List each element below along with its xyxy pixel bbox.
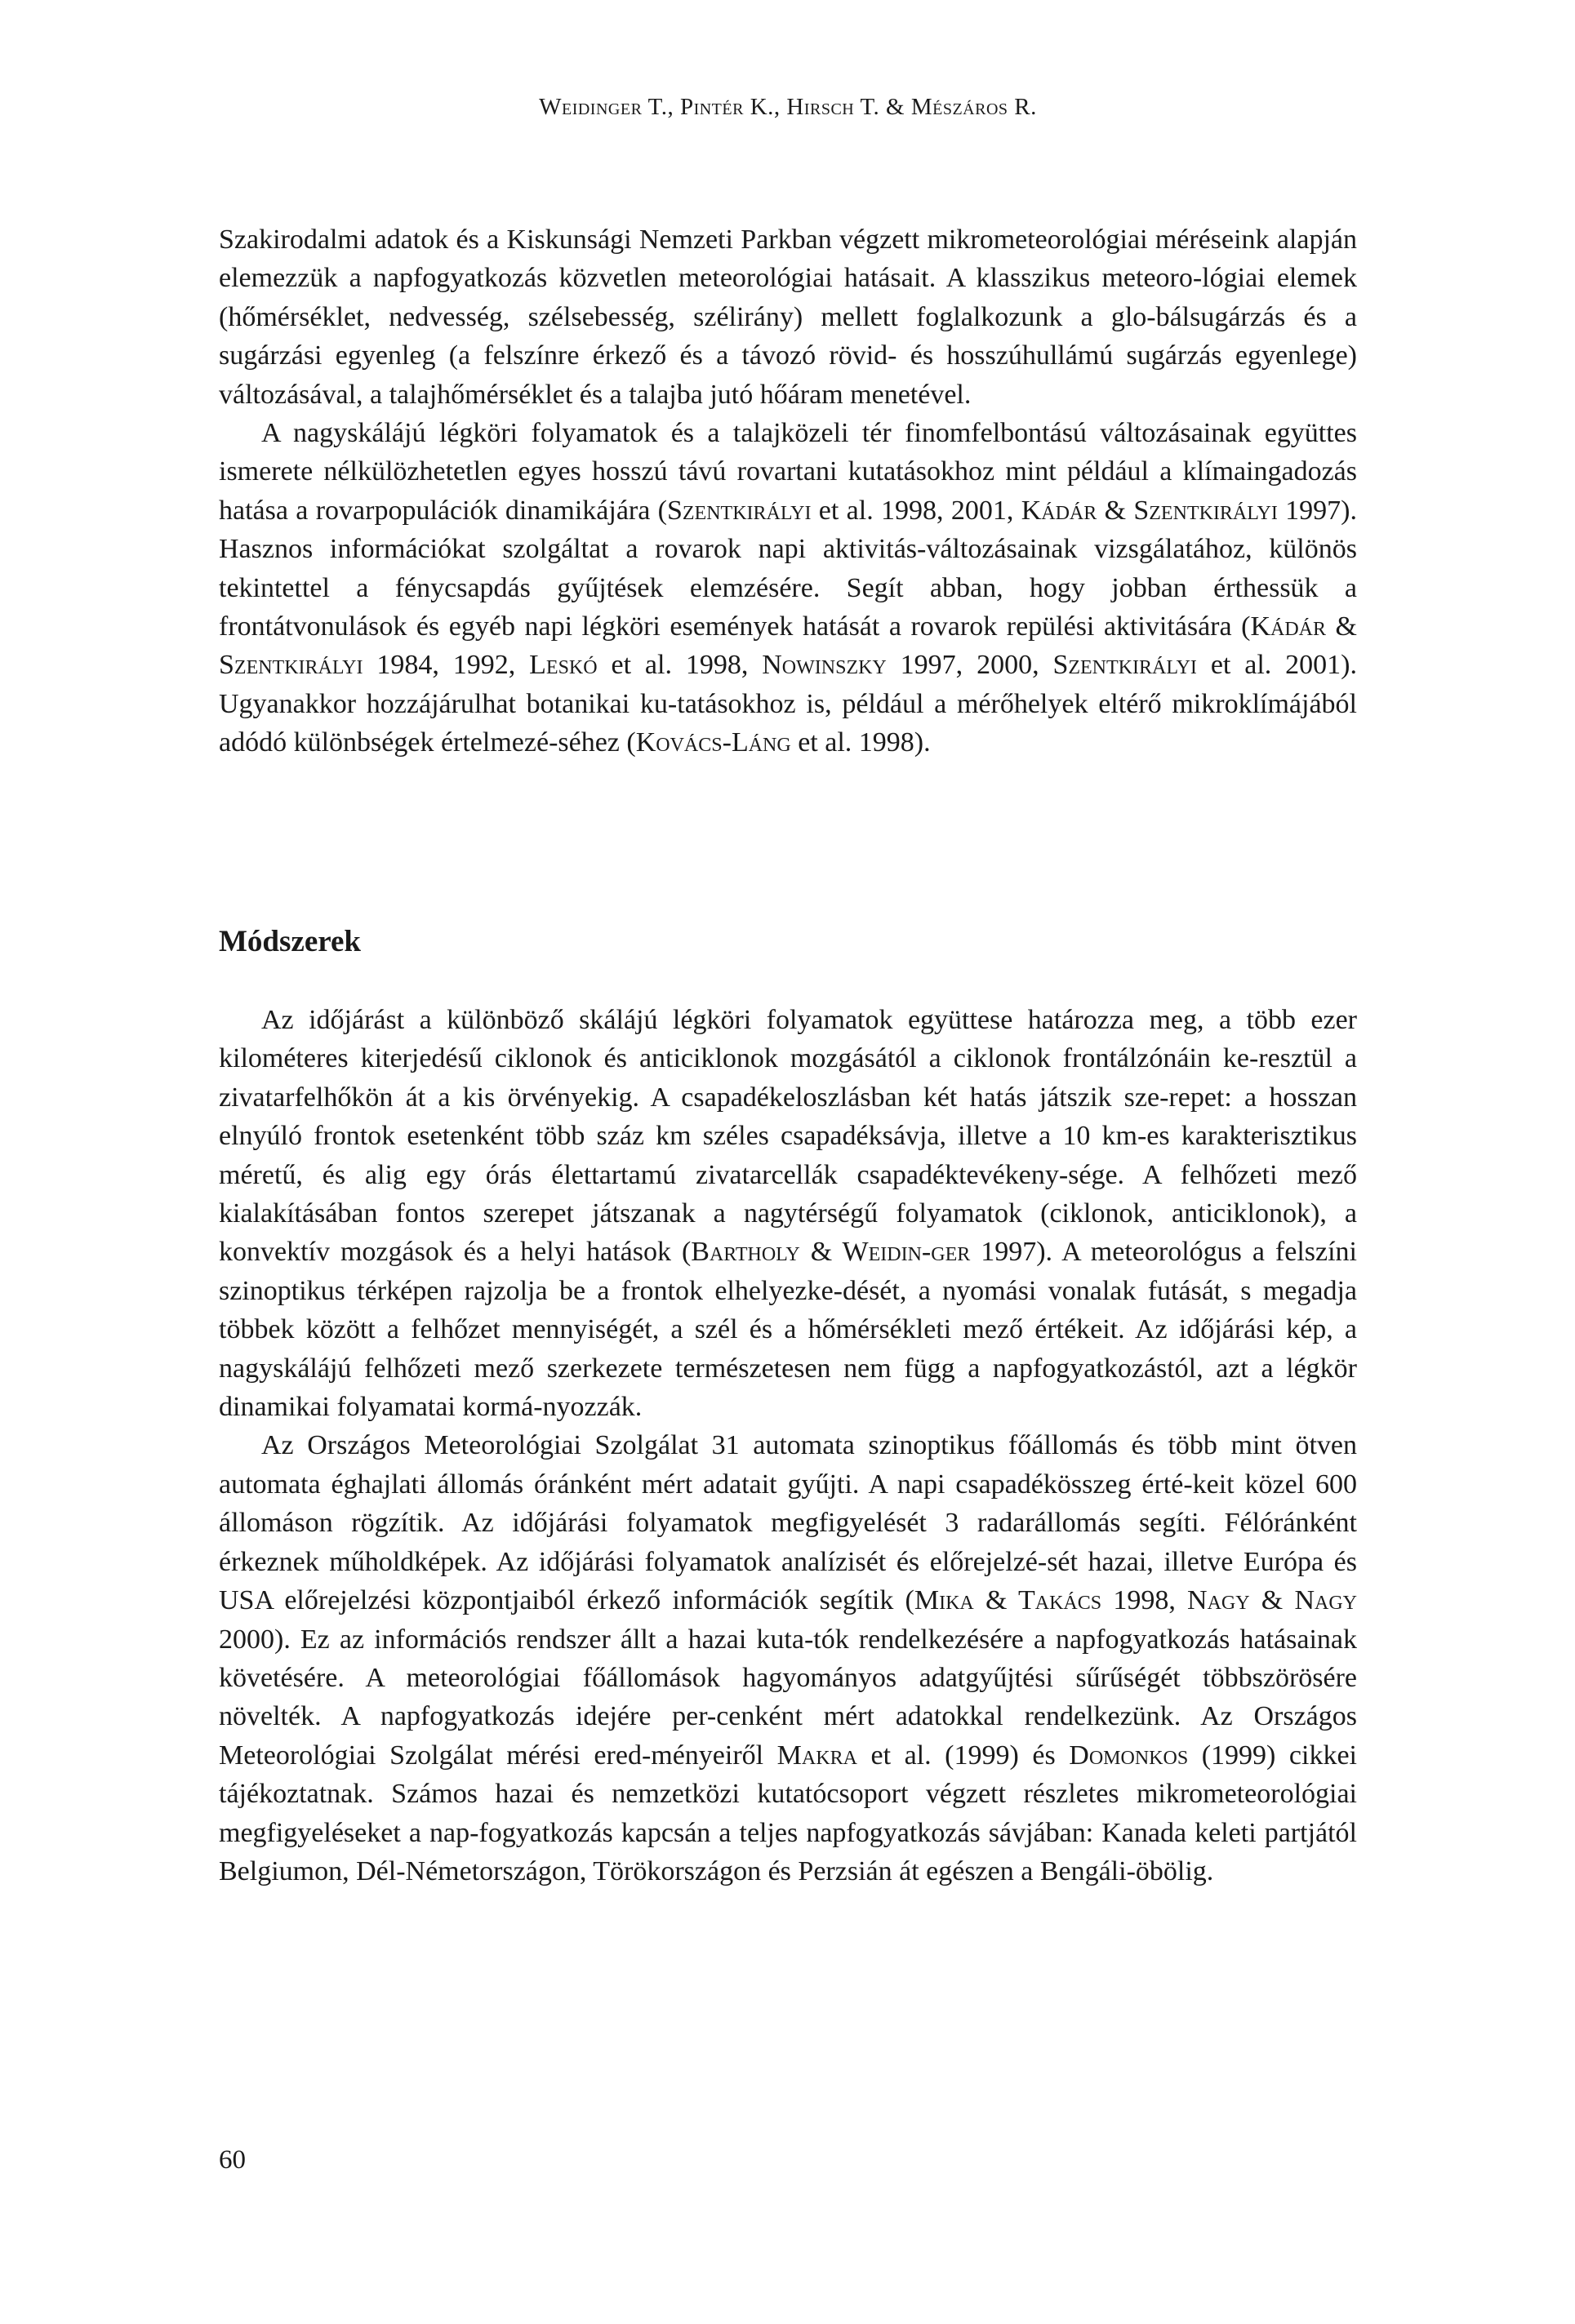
text-run: et al. 1998, 2001,: [811, 495, 1021, 526]
text-run: et al. (1999) és: [856, 1740, 1070, 1771]
page: [219, 0, 1357, 2324]
text-run: 1998,: [1101, 1585, 1188, 1616]
text-run: 1997, 2000,: [886, 650, 1053, 681]
citation-author: Kádár & Szentkirályi: [219, 611, 1357, 681]
running-header: Weidinger T., Pintér K., Hirsch T. & Mészáros R.: [539, 94, 1037, 120]
text-run: Az Országos Meteorológiai Szolgálat 31 automata szinoptikus főállomás és több mint ötven automata éghajlati állomás óránként mért adatait gyűjti. A napi csapadékösszeg érté-keit közel 600 állomáson rögzítik. Az időjárási folyamatok megfigyelését 3 radarállomás segíti. Félóránként érkeznek műholdképek. Az időjárási folyamatok analízisét és előrejelzé-sét hazai, illetve Európa és USA előrejelzési központjaiból érkező információk segítik (: [219, 1430, 1357, 1616]
page-number: 60: [219, 2145, 246, 2175]
section-heading-methods: Módszerek: [219, 925, 361, 958]
text-run: et al. 1998).: [790, 727, 931, 758]
citation-author: Domonkos: [1069, 1740, 1189, 1771]
text-run: 1997). Hasznos információkat szolgáltat a rovarok napi aktivitás-változásainak vizsgálatához, különös tekintettel a fénycsapdás gyűjtések elemzésére. Segít abban, hogy jobban érthessük a frontátvonulások és egyéb napi légköri események hatását a rovarok repülési aktivitására (: [219, 495, 1357, 642]
citation-author: Bartholy & Weidin-ger: [691, 1237, 971, 1268]
citation-author: Leskó: [529, 650, 598, 681]
citation-author: Kádár & Szentkirályi: [1021, 495, 1278, 526]
citation-author: Makra: [776, 1740, 857, 1771]
text-run: et al. 1998,: [597, 650, 763, 681]
citation-author: Nagy & Nagy: [1187, 1585, 1358, 1616]
citation-author: Mika & Takács: [914, 1585, 1102, 1616]
methods-section: [219, 1001, 1357, 1891]
methods-paragraph-1: [219, 1001, 1357, 1426]
citation-author: Nowinszky: [762, 650, 887, 681]
text-run: Az időjárást a különböző skálájú légköri folyamatok együttese határozza meg, a több ezer kilométeres kiterjedésű ciklonok és anticiklonok mozgásától a ciklonok frontálzónáin ke-resztül a zivatarfelhőkön át a kis örvényekig. A csapadékeloszlásban két hatás játszik sze-repet: a hosszan elnyúló frontok esetenként több száz km széles csapadéksávja, illetve a 10 km-es karakterisztikus méretű, és alig egy órás élettartamú zivatarcellák csapadéktevékeny-sége. A felhőzeti mező kialakításában fontos szerepet játszanak a nagytérségű folyamatok (ciklonok, anticiklonok), a konvektív mozgások és a helyi hatások (: [219, 1005, 1357, 1268]
text-run: 1997). A meteorológus a felszíni szinoptikus térképen rajzolja be a frontok elhelyezke-dését, a nyomási vonalak futását, s megadja többek között a felhőzet mennyiségét, a szél és a hőmérsékleti mező értékeit. Az időjárási kép, a nagyskálájú felhőzeti mező szerkezete természetesen nem függ a napfogyatkozástól, azt a légkör dinamikai folyamatai kormá-nyozzák.: [219, 1237, 1357, 1423]
citation-author: Szentkirályi: [1052, 650, 1197, 681]
intro-section: [219, 220, 1357, 762]
methods-paragraph-2: [219, 1426, 1357, 1891]
intro-paragraph-2: [219, 414, 1357, 762]
text-run: 1984, 1992,: [363, 650, 530, 681]
citation-author: Kovács-Láng: [635, 727, 791, 758]
intro-paragraph-1: Szakirodalmi adatok és a Kiskunsági Nemzeti Parkban végzett mikrometeorológiai méréseink alapján elemezzük a napfogyatkozás közvetlen meteorológiai hatásait. A klasszikus meteoro-lógiai elemek (hőmérséklet, nedvesség, szélsebesség, szélirány) mellett foglalkozunk a glo-bálsugárzás és a sugárzási egyenleg (a felszínre érkező és a távozó rövid- és hosszúhullámú sugárzás egyenlege) változásával, a talajhőmérséklet és a talajba jutó hőáram menetével.: [219, 224, 1357, 410]
citation-author: Szentkirályi: [666, 495, 812, 526]
text-run: (1999) cikkei tájékoztatnak. Számos hazai és nemzetközi kutatócsoport végzett részletes mikrometeorológiai megfigyeléseket a nap-fogyatkozás kapcsán a teljes napfogyatkozás sávjában: Kanada keleti partjától Belgiumon, Dél-Németországon, Törökországon és Perzsián át egészen a Bengáli-öbölig.: [219, 1740, 1358, 1886]
text-run: A nagyskálájú légköri folyamatok és a talajközeli tér finomfelbontású változásainak együttes ismerete nélkülözhetetlen egyes hosszú távú rovartani kutatásokhoz mint például a klímaingadozás hatása a rovarpopulációk dinamikájára (: [219, 418, 1357, 526]
text-run: et al. 2001). Ugyanakkor hozzájárulhat botanikai ku-tatásokhoz is, például a mérőhelyek eltérő mikroklímájából adódó különbségek értelmezé-séhez (: [219, 650, 1357, 758]
text-run: 2000). Ez az információs rendszer állt a hazai kuta-tók rendelkezésére a napfogyatkozás hatásainak követésére. A meteorológiai főállomások hagyományos adatgyűjtési sűrűségét többszörösére növelték. A napfogyatkozás idejére per-cenként mért adatokkal rendelkezünk. Az Országos Meteorológiai Szolgálat mérési ered-ményeiről: [219, 1624, 1357, 1771]
